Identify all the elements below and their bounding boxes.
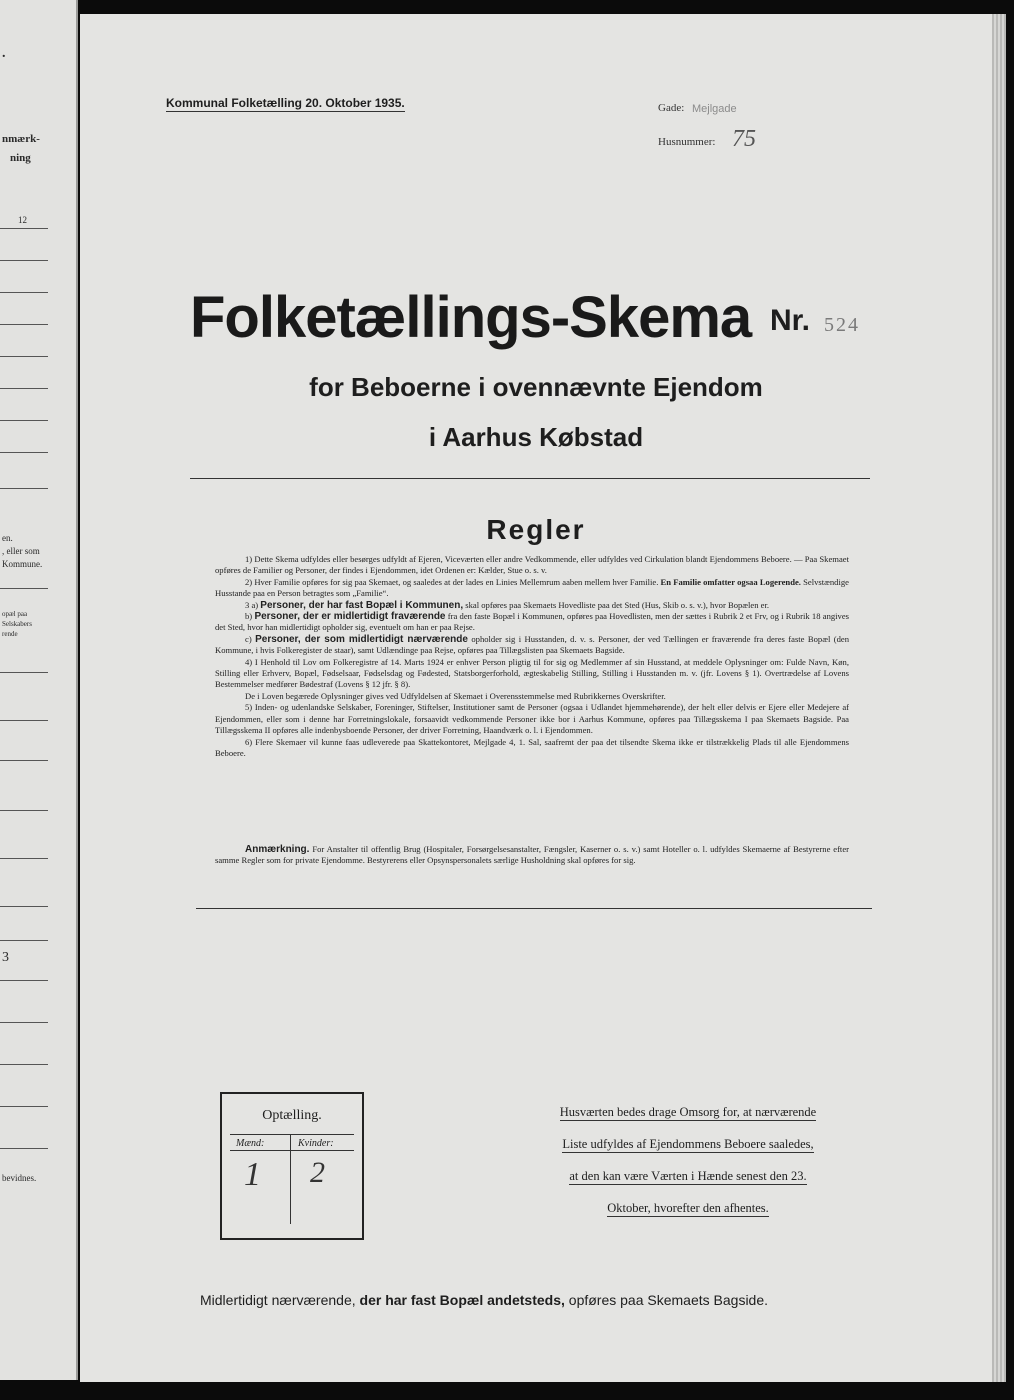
left-page-rule [0, 292, 48, 293]
house-number-label: Husnummer: [658, 136, 716, 148]
rule-1: 1) Dette Skema udfyldes eller besørges udfyldt af Ejeren, Viceværten eller andre Vedkommende, eller udfyldes ved Cirkulation blandt Ejendommens Beboere. — Paa Skemaet opføres de Familier og Personer, der findes i Ejendommen, idet Ordenen er: Kælder, Stue o. s. v. [215, 554, 849, 576]
rule-3c-heading: Personer, der som midlertidigt nærværende [255, 633, 468, 645]
left-page-rule [0, 1148, 48, 1149]
house-number-value: 75 [732, 126, 756, 152]
women-label: Kvinder: [298, 1138, 334, 1149]
rules-heading: Regler [486, 514, 586, 545]
left-page-fragment: 3 [2, 950, 9, 965]
rule-3c-text: opholder sig i Husstanden, d. v. s. Personer, der ved Tællingen er fraværende fra deres faste Bopæl (den Kommune, i hvis Folkeregister de staar), samt Udlændinge paa Rejse, opføres paa Tillægslisten paa Skemaets Bagside. [215, 633, 850, 656]
landlord-notice-line: Oktober, hvorefter den afhentes. [607, 1201, 769, 1215]
census-form-page [80, 14, 992, 1382]
remark-block [215, 844, 849, 867]
left-page-rule [0, 1022, 48, 1023]
footer-part: opføres paa Skemaets Bagside. [568, 1292, 769, 1308]
landlord-notice-line: at den kan være Værten i Hænde senest den 23. [569, 1169, 807, 1183]
subtitle-residents: for Beboerne i ovennævnte Ejendom [309, 372, 763, 402]
left-page-rule [0, 810, 48, 811]
left-page-fragment: . [2, 46, 6, 61]
left-page-rule [0, 940, 48, 941]
rule-3b-num: b) [245, 611, 253, 622]
left-page-rule [0, 1106, 48, 1107]
left-page-fragment: opæl paa [2, 610, 28, 618]
rule-3a-text: skal opføres paa Skemaets Hovedliste paa det Sted (Hus, Skib o. s. v.), hvor Bopælen er. [465, 599, 770, 610]
remark-text: For Anstalter til offentlig Brug (Hospitaler, Forsørgelsesanstalter, Fængsler, Kaserner o. s. v.) samt Hoteller o. l. udfyldes Skemaerne af Bestyrerne efter samme Regler som for private Ejendomme. Bestyrerens eller Opsynspersonalets særlige Husholdning skal opføres for sig. [215, 844, 849, 866]
rule-3b-text: fra den faste Bopæl i Kommunen, opføres paa Hovedlisten, men der sættes i Rubrik 2 et Frv, og i Rubrik 18 angives det Sted, hvor han midlertidigt opholder sig, eventuelt om han er paa Rejse. [215, 611, 850, 633]
left-page-fragment: nmærk- [2, 133, 40, 145]
left-page-rule [0, 1064, 48, 1065]
count-column-divider [290, 1134, 291, 1224]
street-label: Gade: [658, 102, 685, 114]
left-page-fragment: rende [2, 630, 18, 638]
rule-5: 5) Inden- og udenlandske Selskaber, Foreninger, Stiftelser, Institutioner samt de Personer (ogsaa i Udlandet hjemmehørende), der helt eller delvis er Ejere eller Medejere af Ejendommen, eller som i denne har Forretningslokale, forsaavidt vedkommende Personer ikke bor i Aarhus Kommune, opføres paa Tillægsskema I paa Skemaets Bagside. Paa Tillægsskema II opføres alle indenbysboende Personer, der driver Forretning, Haandværk o. l. i Ejendommen. [215, 702, 849, 736]
form-number-value: 524 [824, 314, 860, 336]
footer-part-bold: der har fast Bopæl andetsteds, [359, 1292, 565, 1308]
left-page-rule [0, 260, 48, 261]
rule-3b [215, 611, 849, 634]
rule-3a-num: 3 a) [245, 599, 259, 610]
left-page-rule [0, 324, 48, 325]
page-stack-edge [992, 14, 1006, 1382]
women-count-value: 2 [310, 1156, 325, 1189]
rules-text [215, 554, 849, 759]
rule-3c-num: c) [245, 633, 252, 644]
divider [190, 478, 870, 479]
divider [196, 908, 872, 909]
rule-4b: De i Loven begærede Oplysninger gives ved Udfyldelsen af Skemaet i Overensstemmelse med Rubrikkernes Overskrifter. [245, 690, 666, 701]
men-label: Mænd: [236, 1138, 265, 1149]
count-divider [230, 1150, 354, 1151]
left-page-rule [0, 228, 48, 229]
left-page-rule [0, 452, 48, 453]
page-title: Folketællings-Skema [190, 285, 752, 350]
remark-paragraph [215, 844, 849, 867]
rule-3c [215, 634, 849, 657]
landlord-notice-line: Husværten bedes drage Omsorg for, at nærværende [559, 1105, 817, 1119]
left-page-rule [0, 760, 48, 761]
left-page-fragment: 12 [18, 215, 27, 225]
rule-3a-heading: Personer, der har fast Bopæl i Kommunen, [260, 599, 464, 611]
left-page-rule [0, 488, 48, 489]
men-count-value: 1 [244, 1156, 261, 1193]
left-page-fragment: , eller som [2, 546, 40, 556]
left-page-rule [0, 720, 48, 721]
rule-2-tail: Selvstændige Husstande paa en Person betragtes som „Familie“. [215, 576, 849, 599]
footer-part: Midlertidigt nærværende, [200, 1292, 356, 1308]
left-page-rule [0, 588, 48, 589]
left-page-rule [0, 356, 48, 357]
rule-2-bold: En Familie omfatter ogsaa Logerende. [660, 576, 801, 587]
left-page-rule [0, 388, 48, 389]
left-page-fragment: Selskabers [2, 620, 32, 628]
street-value: Mejlgade [692, 103, 737, 115]
left-page-rule [0, 420, 48, 421]
census-header: Kommunal Folketælling 20. Oktober 1935. [166, 96, 405, 110]
subtitle-city: i Aarhus Købstad [428, 422, 644, 452]
left-page-rule [0, 980, 48, 981]
previous-page-edge [0, 0, 78, 1380]
landlord-notice-line: Liste udfyldes af Ejendommens Beboere saaledes, [562, 1137, 814, 1151]
count-title: Optælling. [262, 1108, 322, 1123]
left-page-rule [0, 906, 48, 907]
remark-heading: Anmærkning. [245, 844, 310, 855]
rule-3b-heading: Personer, der er midlertidigt fraværende [254, 611, 446, 623]
rule-2-text: 2) Hver Familie opføres for sig paa Skemaet, og saaledes at der lades en Linies Mellemrum aaben mellem hver Familie. [245, 576, 659, 587]
count-box [220, 1092, 364, 1240]
rule-2 [215, 577, 849, 600]
form-number-label: Nr. [770, 304, 811, 337]
left-page-fragment: Kommune. [2, 559, 43, 569]
left-page-rule [0, 672, 48, 673]
landlord-notice [518, 1096, 858, 1224]
rule-3a [215, 600, 849, 611]
rule-4: 4) I Henhold til Lov om Folkeregistre af 14. Marts 1924 er enhver Person pligtig til for sig og Medlemmer af sin Husstand, at meddele Oplysninger om: Fulde Navn, Køn, Stilling eller Erhverv, Bopæl, Fødselsaar, Fødselsdag og Fødested, Statsborgerforhold, ægteskabelig Stilling, Stilling i Husstanden m. v. (jfr. Lovens § 1). Overtrædelse af Lovens Bestemmelser medfører Bødestraf (Lovens § 12 jfr. § 8). [215, 656, 849, 690]
footer-note [200, 1292, 900, 1308]
left-page-rule [0, 858, 48, 859]
count-divider [230, 1134, 354, 1135]
left-page-fragment: ning [10, 152, 31, 164]
rule-6: 6) Flere Skemaer vil kunne faas udleverede paa Skattekontoret, Mejlgade 4, 1. Sal, saafremt der paa det tilsendte Skema ikke er tilstrækkelig Plads til alle Ejendommens Beboere. [215, 736, 849, 758]
left-page-fragment: en. [2, 533, 13, 543]
left-page-fragment: bevidnes. [2, 1173, 37, 1183]
